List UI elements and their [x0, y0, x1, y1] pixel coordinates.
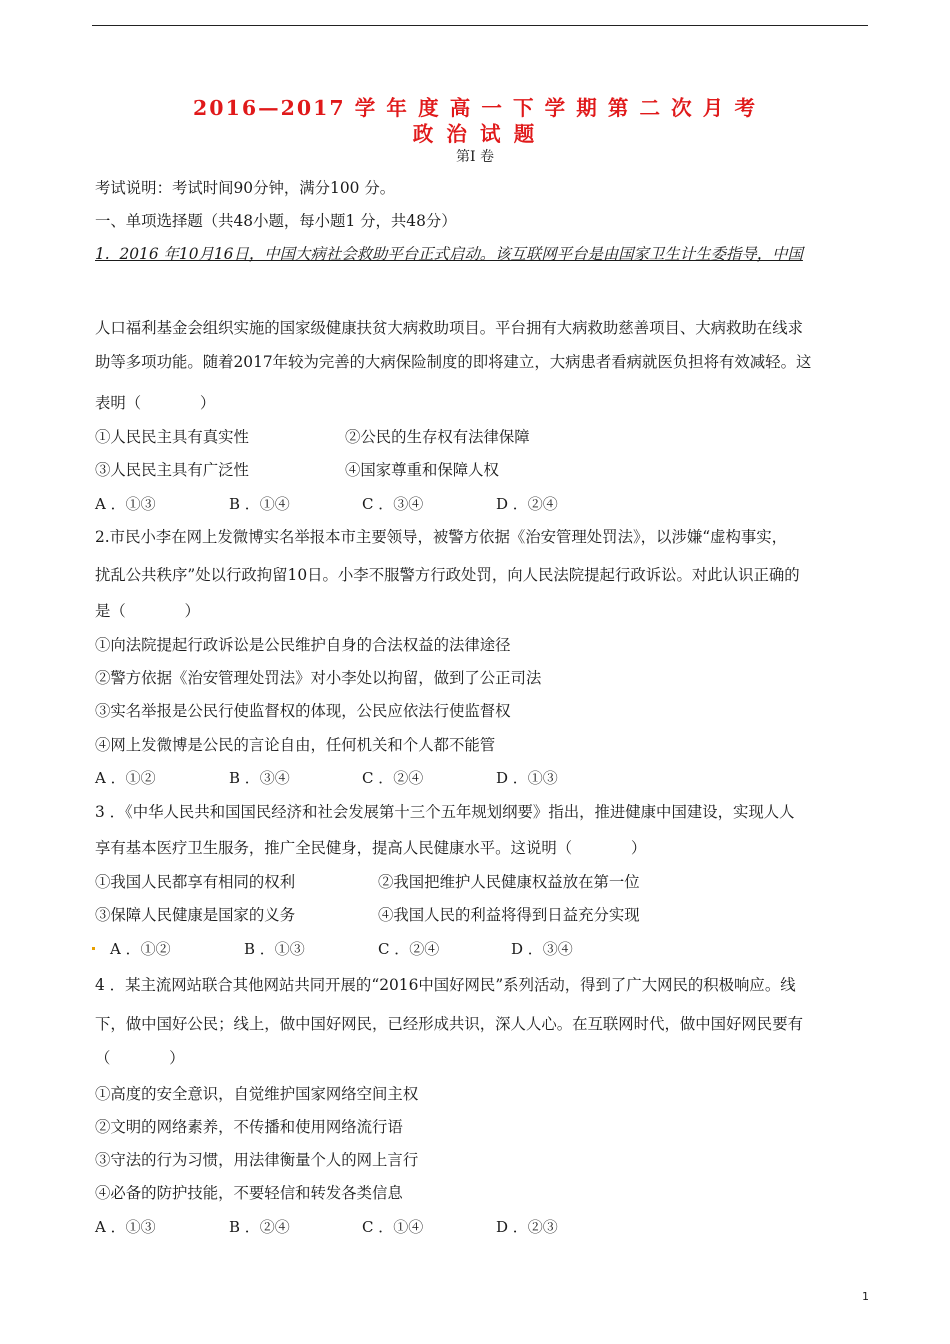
q2-statement-2: ②警方依据《治安管理处罚法》对小李处以拘留，做到了公正司法 — [95, 669, 542, 687]
q2-stem-line2: 扰乱公共秩序”处以行政拘留10日。小李不服警方行政处罚，向人民法院提起行政诉讼。对此认识正确的 — [95, 566, 800, 584]
q4-statement-2: ②文明的网络素养，不传播和使用网络流行语 — [95, 1118, 403, 1136]
q3-option-c: C ．②④ — [378, 940, 440, 958]
q2-stem-line1: 2.市民小李在网上发微博实名举报本市主要领导，被警方依据《治安管理处罚法》，以涉嫌“虚构事实， — [95, 528, 788, 546]
q3-option-d: D ．③④ — [511, 940, 573, 958]
q1-option-c: C ．③④ — [362, 495, 424, 513]
q3-stem-line2: 享有基本医疗卫生服务，推广全民健身，提高人民健康水平。这说明（ ） — [95, 839, 647, 857]
page-number: 1 — [862, 1290, 869, 1303]
q3-option-b: B ．①③ — [244, 940, 305, 958]
q4-statement-4: ④必备的防护技能，不要轻信和转发各类信息 — [95, 1184, 403, 1202]
q1-stem-line2: 人口福利基金会组织实施的国家级健康扶贫大病救助项目。平台拥有大病救助慈善项目、大病救助在线求 — [95, 319, 803, 337]
stray-mark — [92, 947, 95, 950]
q4-option-d: D ．②③ — [496, 1218, 558, 1236]
q1-statement-4: ④国家尊重和保障人权 — [345, 461, 499, 479]
q1-option-a: A ．①③ — [95, 495, 156, 513]
q1-stem-line4: 表明（ ） — [95, 394, 216, 412]
q3-statement-4: ④我国人民的利益将得到日益充分实现 — [378, 906, 640, 924]
q1-statement-1: ①人民民主具有真实性 — [95, 428, 249, 446]
q4-stem-line2: 下，做中国好公民；线上，做中国好网民，已经形成共识，深人人心。在互联网时代，做中国好网民要有 — [95, 1015, 803, 1033]
q2-option-d: D ．①③ — [496, 769, 558, 787]
q4-stem-line3: （ ） — [95, 1049, 185, 1067]
q1-option-d: D ．②④ — [496, 495, 558, 513]
q4-stem-line1: 4 ．某主流网站联合其他网站共同开展的“2016中国好网民”系列活动，得到了广大网民的积极响应。线 — [95, 976, 796, 994]
q2-statement-3: ③实名举报是公民行使监督权的体现，公民应依法行使监督权 — [95, 702, 511, 720]
q4-option-b: B ．②④ — [229, 1218, 290, 1236]
q3-option-a: A ．①② — [110, 940, 171, 958]
q1-option-b: B ．①④ — [229, 495, 290, 513]
section-title: 一、单项选择题（共48小题，每小题1 分，共48分） — [95, 212, 457, 230]
exam-subject-title: 政 治 试 题 — [412, 122, 538, 146]
q4-statement-1: ①高度的安全意识，自觉维护国家网络空间主权 — [95, 1085, 419, 1103]
q1-statement-2: ②公民的生存权有法律保障 — [345, 428, 530, 446]
exam-title: 2016—2017 学 年 度 高 一 下 学 期 第 二 次 月 考 — [193, 96, 757, 120]
q2-option-a: A ．①② — [95, 769, 156, 787]
q3-statement-1: ①我国人民都享有相同的权利 — [95, 873, 296, 891]
q1-stem-line1: 1. 2016 年10月16日，中国大病社会救助平台正式启动。该互联网平台是由国家卫生计生委指导，中国 — [95, 245, 803, 263]
q3-stem-line1: 3 ．《中华人民共和国国民经济和社会发展第十三个五年规划纲要》指出，推进健康中国建设，实现人人 — [95, 803, 795, 821]
q2-stem-line3: 是（ ） — [95, 602, 200, 620]
q3-statement-3: ③保障人民健康是国家的义务 — [95, 906, 296, 924]
q3-statement-2: ②我国把维护人民健康权益放在第一位 — [378, 873, 640, 891]
q2-statement-1: ①向法院提起行政诉讼是公民维护自身的合法权益的法律途径 — [95, 636, 511, 654]
q1-statement-3: ③人民民主具有广泛性 — [95, 461, 249, 479]
exam-note: 考试说明：考试时间90分钟，满分100 分。 — [95, 179, 396, 197]
q2-statement-4: ④网上发微博是公民的言论自由，任何机关和个人都不能管 — [95, 736, 496, 754]
q1-stem-line3: 助等多项功能。随着2017年较为完善的大病保险制度的即将建立，大病患者看病就医负担将有效减轻。这 — [95, 353, 812, 371]
q4-option-c: C ．①④ — [362, 1218, 424, 1236]
q4-statement-3: ③守法的行为习惯，用法律衡量个人的网上言行 — [95, 1151, 419, 1169]
volume-label: 第I 卷 — [456, 149, 494, 165]
q2-option-c: C ．②④ — [362, 769, 424, 787]
q2-option-b: B ．③④ — [229, 769, 290, 787]
header-rule — [92, 25, 868, 26]
q4-option-a: A ．①③ — [95, 1218, 156, 1236]
